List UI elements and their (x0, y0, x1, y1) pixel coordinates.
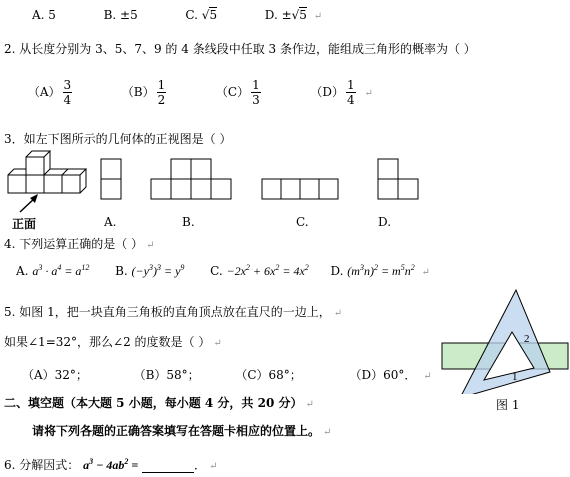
q4-options: A. $a^3 \cdot a^4 = a^{12}$ B. $(-y^3)^3 = y^9$ C. $-2x^2 + 6x^2 = 4x^2$ D. $(m^3n)^2 = m^5n^2$ ↵ (16, 263, 430, 278)
q5-text-1: 5. 如图 1，把一块直角三角板的直角顶点放在直尺的一边上， ↵ (4, 305, 343, 319)
figure-1-label: 图 1 (496, 398, 520, 412)
q6: 6. 分解因式： $a^3 - 4ab^2$ = ． ↵ (4, 457, 218, 472)
q5-option-d: （D）60°． (349, 368, 417, 382)
return-mark: ↵ (313, 11, 323, 22)
q1-option-c: C. (185, 8, 198, 22)
section-2-title: 二、填空题（本大题 5 小题，每小题 4 分，共 20 分） ↵ (4, 396, 314, 410)
q5-option-a: （A）32°； (22, 368, 88, 382)
q6-answer-blank[interactable] (142, 472, 194, 473)
q5-option-b: （B）58°； (133, 368, 200, 382)
q2-option-c: （C） $\frac{1}{3}$ (215, 78, 260, 107)
q1-option-a: A. 5 (32, 8, 56, 22)
q5-text-2: 如果∠1=32°，那么∠2 的度数是（ ） ↵ (4, 335, 222, 349)
option-a-figure (101, 159, 121, 199)
q1-option-d: D. ± (264, 8, 292, 22)
q3-option-a: A. (104, 215, 117, 229)
q3-option-d: D. (378, 215, 392, 229)
q4-option-a: A. $a^3 \cdot a^4 = a^{12}$ (16, 263, 90, 278)
q3-option-b: B. (182, 215, 195, 229)
angle-2-label: 2 (524, 333, 530, 345)
q2-options: （A） $\frac{3}{4}$ （B） $\frac{1}{2}$ （C） $\frac{1}{3}$ （D） $\frac{1}{4}$ ↵ (27, 78, 373, 107)
q5-option-c: （C）68°； (235, 368, 302, 382)
sqrt-symbol-c: √ (201, 8, 210, 22)
q5-options: （A）32°； （B）58°； （C）68°； （D）60°． ↵ (22, 368, 432, 382)
q1-option-b: B. ±5 (103, 8, 138, 22)
q2-text: 2. 从长度分别为 3、5、7、9 的 4 条线段中任取 3 条作边，能组成三角形的概率为（ ） (4, 42, 476, 56)
solid-figure (8, 151, 86, 193)
q4-option-b: B. $(-y^3)^3 = y^9$ (115, 263, 185, 278)
q2-option-b: （B） $\frac{1}{2}$ (121, 78, 166, 107)
q1-options (32, 8, 322, 22)
section-2-instruction: 请将下列各题的正确答案填写在答题卡相应的位置上。 ↵ (32, 424, 332, 438)
q4-option-d: D. $(m^3n)^2 = m^5n^2$ (330, 263, 415, 278)
option-b-figure (151, 159, 231, 199)
front-label: 正面 (12, 217, 37, 231)
q4-option-c: C. $-2x^2 + 6x^2 = 4x^2$ (210, 263, 309, 278)
q2-option-a: （A） $\frac{3}{4}$ (27, 78, 72, 107)
q3-figures (0, 150, 570, 235)
sqrt-symbol-d: √ (291, 8, 300, 22)
q1-option-d-value: 5 (299, 8, 307, 22)
q2-option-d: （D） $\frac{1}{4}$ (310, 78, 355, 107)
q6-text: 6. 分解因式： (4, 458, 80, 472)
figure-1 (440, 286, 570, 394)
q4-text: 4. 下列运算正确的是（ ） ↵ (4, 237, 155, 251)
triangle-ruler (460, 290, 550, 394)
option-c-figure (262, 179, 338, 199)
q3-text: 3．如左下图所示的几何体的正视图是（ ） (4, 132, 232, 146)
q6-expression: $a^3 - 4ab^2$ = (83, 457, 139, 472)
option-d-figure (378, 159, 418, 199)
q1-option-c-value: 5 (209, 8, 218, 22)
angle-1-label: 1 (512, 371, 518, 383)
q3-option-c: C. (296, 215, 309, 229)
